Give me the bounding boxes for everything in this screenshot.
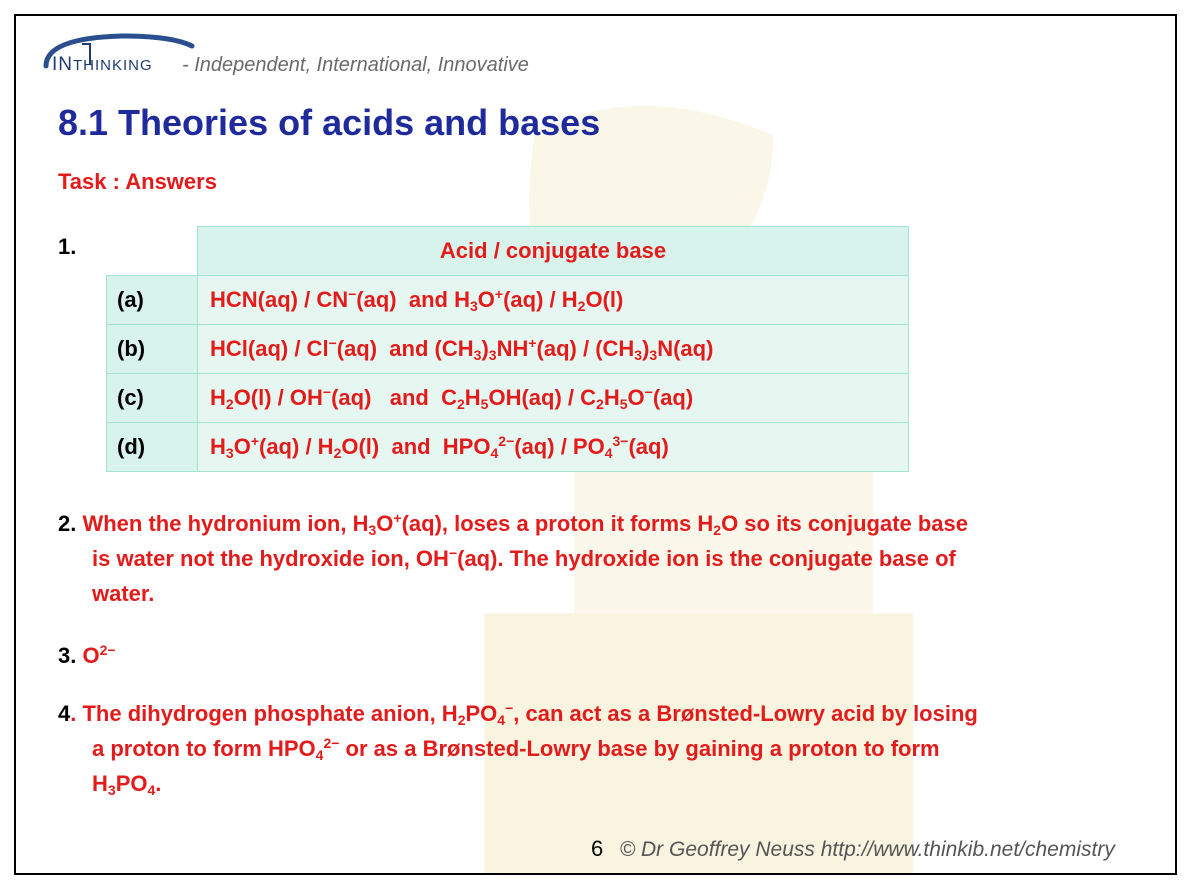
task-heading: Task : Answers	[58, 169, 217, 194]
table-row	[107, 423, 909, 472]
row-answer: HCN(aq) / CN−(aq) and $H_3O^+(aq) / H_2O(l)$	[198, 276, 909, 325]
row-answer: $H_2O(l) / OH^-(aq)$ and $C_2H_5OH(aq) / C_2H_5O^-(aq)$	[198, 374, 909, 423]
tagline: - Independent, International, Innovative	[182, 54, 529, 76]
question-1-number: 1.	[58, 234, 77, 259]
row-label: (a)	[107, 276, 198, 325]
answer-3: 3. $O^{2-}$	[58, 642, 116, 668]
row-answer: HCl(aq) / Cl−(aq) and $(CH_3)_3NH^+(aq) / (CH_3)_3N(aq)$	[198, 325, 909, 374]
row-label: (b)	[107, 325, 198, 374]
page-number: 6	[591, 836, 604, 861]
row-label: (c)	[107, 374, 198, 423]
column-header: Acid / conjugate base	[198, 227, 909, 276]
question-3-number: 3.	[58, 643, 77, 668]
answer-4: 4. The dihydrogen phosphate anion, $H_2PO_4^-$, can act as a Brønsted-Lowry acid by losing a proton to form $HPO_4^{2-}$ or as a Brønsted-Lowry base by gaining a proton to form $H_3PO_4$.	[58, 700, 978, 798]
answers-table	[106, 226, 909, 472]
footer	[591, 836, 1115, 862]
table-row	[107, 276, 909, 325]
logo-wordmark: INTHINKING	[52, 54, 153, 75]
row-answer: $H_3O^+(aq) / H_2O(l)$ and $HPO_4^{2-}(aq) / PO_4^{3-}(aq)$	[198, 423, 909, 472]
page-title: 8.1 Theories of acids and bases	[58, 102, 601, 143]
answer-2: 2. When the hydronium ion, $H_3O^+(aq)$, loses a proton it forms $H_2O$ so its conjugate base is water not the hydroxide ion, OH−(aq). The hydroxide ion is the conjugate base of water.	[58, 510, 969, 606]
slide	[14, 14, 1177, 875]
table-header-row	[107, 227, 909, 276]
brand-logo	[30, 30, 590, 76]
copyright: © Dr Geoffrey Neuss http://www.thinkib.net/chemistry	[619, 838, 1115, 861]
table-row	[107, 374, 909, 423]
table-corner	[107, 227, 198, 276]
question-2-number: 2.	[58, 511, 77, 536]
table-row	[107, 325, 909, 374]
row-label: (d)	[107, 423, 198, 472]
question-4-number: 4	[58, 701, 71, 726]
